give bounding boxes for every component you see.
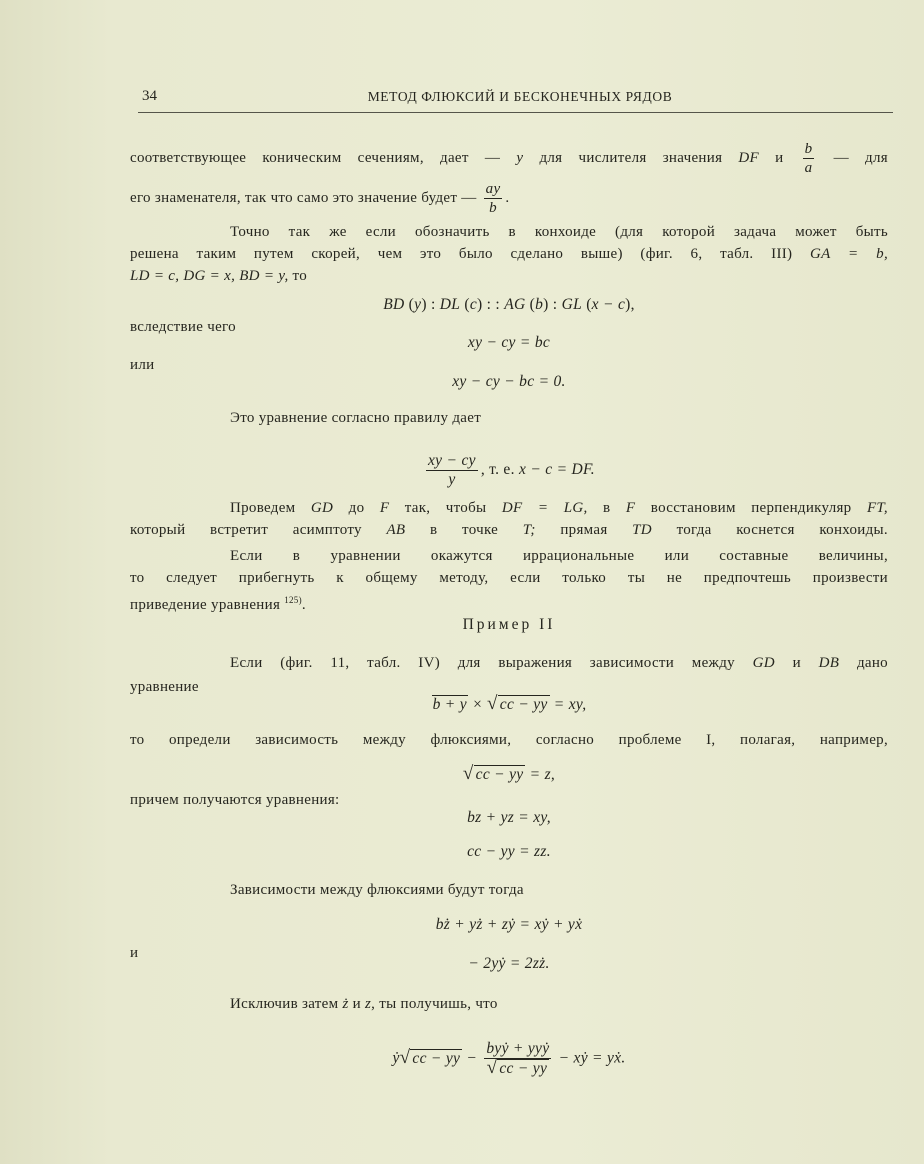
radicand: cc − yy [499, 696, 548, 713]
numerator: ay [485, 181, 501, 197]
math-segment: TD [632, 522, 652, 538]
text-segment: прямая [535, 522, 633, 538]
math-segment: ż [342, 996, 349, 1012]
math-segment: bz + yz = xy, [467, 809, 551, 826]
math-segment: ẏ [392, 1049, 400, 1067]
text-line [130, 221, 888, 243]
math-segment: − [462, 1049, 482, 1067]
equation [130, 953, 888, 975]
text-segment: ) : [421, 296, 440, 313]
radical-sign-icon: √ [486, 1057, 498, 1078]
text-line [130, 140, 888, 177]
text-segment: ( [404, 296, 415, 313]
text-segment: тогда коснется конхоиды. [651, 522, 888, 538]
denominator: b [489, 200, 497, 216]
text-segment: решена таким путем скорей, чем это было сделано выше) (фиг. 6, табл. III) [130, 246, 811, 262]
math-segment: DF = LG, [501, 500, 588, 516]
text-segment: его знаменателя, так что само это значение будет — [130, 189, 481, 206]
equation [130, 693, 888, 716]
text-line [130, 407, 888, 429]
text-segment: причем получаются уравнения: [130, 792, 340, 808]
square-root [400, 1047, 463, 1070]
text-segment: вследствие чего [130, 319, 236, 335]
denominator: a [804, 160, 813, 176]
text-segment: в [587, 500, 626, 516]
text-line [130, 497, 888, 519]
equation [130, 914, 888, 936]
denominator [484, 1059, 551, 1078]
text-segment: уравнение [130, 679, 199, 695]
text-segment: . [505, 189, 510, 206]
math-segment: − xẏ = yẋ. [554, 1049, 626, 1067]
equation [130, 807, 888, 829]
fraction [484, 180, 503, 217]
radical-sign-icon: √ [462, 763, 474, 784]
math-segment: DL [439, 296, 461, 313]
math-segment: DB [818, 655, 840, 671]
text-segment: который встретит асимптоту [130, 522, 387, 538]
radicand: cc − yy [499, 1060, 548, 1077]
page-number: 34 [142, 88, 157, 104]
text-segment: — для [817, 149, 888, 166]
numerator: b [804, 141, 813, 157]
text-line [130, 652, 888, 674]
text-line [130, 180, 888, 217]
text-line [130, 519, 888, 541]
text-segment: и [774, 655, 819, 671]
equation [130, 332, 888, 354]
equation [130, 841, 888, 863]
text-segment: ), [625, 296, 635, 313]
footnote-ref: 125) [284, 595, 302, 605]
equation [130, 294, 888, 316]
math-segment: xy − cy = bc [467, 334, 551, 351]
text-line [130, 589, 888, 616]
text-segment: ( [525, 296, 536, 313]
equation [130, 1040, 888, 1078]
math-segment: × [467, 696, 488, 713]
text-segment: , т. е. [480, 461, 519, 479]
text-line [130, 243, 888, 265]
text-segment: Это уравнение согласно правилу дает [230, 410, 482, 426]
text-segment: , ты получишь, что [371, 996, 498, 1012]
text-segment: Точно так же если обозначить в конхоиде (для которой задача может быть [230, 224, 888, 240]
math-segment: y [414, 296, 422, 313]
math-segment: y [516, 149, 524, 166]
math-segment: cc − yy = zz. [467, 843, 551, 860]
text-segment: ) : : [477, 296, 505, 313]
math-segment: GL [561, 296, 583, 313]
text-segment: или [130, 357, 155, 373]
text-segment: и [348, 996, 366, 1012]
equation [130, 763, 888, 786]
text-segment: . [301, 597, 306, 613]
math-segment: F [379, 500, 390, 516]
text-segment: до [333, 500, 380, 516]
running-title: МЕТОД ФЛЮКСИЙ И БЕСКОНЕЧНЫХ РЯДОВ [367, 89, 673, 104]
text-segment: восстановим перпендикуляр [635, 500, 867, 516]
text-line [130, 879, 888, 901]
math-segment: − 2yẏ = 2zż. [468, 955, 550, 972]
text-segment: и [759, 149, 800, 166]
text-line [130, 993, 888, 1015]
text-segment: и [130, 945, 139, 961]
math-segment: AB [386, 522, 406, 538]
text-line [130, 567, 888, 589]
math-segment: BD [383, 296, 405, 313]
denominator: y [448, 471, 456, 488]
radical-sign-icon: √ [487, 693, 498, 714]
text-segment: Зависимости между флюксиями будут тогда [230, 882, 524, 898]
square-root [487, 693, 550, 716]
math-segment: x − c [591, 296, 626, 313]
text-line [130, 545, 888, 567]
text-segment: ( [582, 296, 592, 313]
math-segment: z [365, 996, 372, 1012]
math-segment: FT, [866, 500, 888, 516]
radicand: cc − yy [475, 766, 524, 783]
square-root [487, 1059, 550, 1078]
numerator: byẏ + yyẏ [486, 1040, 550, 1057]
math-segment: DF [738, 149, 760, 166]
text-segment: то следует прибегнуть к общему методу, если только ты не предпочтешь произвести [130, 570, 888, 586]
numerator: xy − cy [428, 452, 476, 469]
text-segment: Исключив затем [230, 996, 343, 1012]
fraction [803, 140, 815, 177]
radicand: cc − yy [412, 1049, 461, 1067]
math-segment: = z, [525, 766, 556, 783]
math-segment: T; [522, 522, 536, 538]
math-segment: x − c = DF. [518, 461, 595, 479]
math-segment: xy − cy − bc = 0. [452, 373, 566, 390]
text-segment: ) : [543, 296, 562, 313]
text-segment: Проведем [230, 500, 311, 516]
equation [130, 371, 888, 393]
text-segment: то определи зависимость между флюксиями, согласно проблеме I, полагая, например, [130, 732, 888, 748]
text-segment: Пример II [462, 616, 556, 633]
text-segment: Если (фиг. 11, табл. IV) для выражения зависимости между [230, 655, 753, 671]
text-segment: в точке [405, 522, 523, 538]
text-segment: так, чтобы [389, 500, 502, 516]
text-segment: то [288, 268, 308, 284]
fraction [426, 452, 478, 489]
vinculum-expression: b + y [432, 696, 467, 713]
math-segment: LD = c, DG = x, BD = y, [130, 268, 289, 284]
math-segment: F [625, 500, 636, 516]
math-segment: GA = b, [810, 246, 888, 262]
math-segment: c [469, 296, 477, 313]
math-segment: = xy, [549, 696, 587, 713]
equation [130, 452, 888, 489]
fraction [484, 1040, 551, 1078]
text-segment: ( [460, 296, 470, 313]
square-root [463, 763, 526, 786]
text-line [130, 265, 888, 287]
text-segment: приведение уравнения [130, 597, 285, 613]
text-segment: дано [839, 655, 888, 671]
math-segment: GD [752, 655, 775, 671]
math-segment: GD [310, 500, 334, 516]
text-line [130, 729, 888, 751]
header-rule [138, 112, 893, 113]
math-segment: b [535, 296, 544, 313]
radical-sign-icon: √ [399, 1046, 411, 1068]
math-segment: bż + yż + zẏ = xẏ + yẋ [435, 916, 583, 933]
text-segment: для числителя значения [523, 149, 739, 166]
text-segment: соответствующее коническим сечениям, дает — [130, 149, 517, 166]
section-heading [130, 614, 888, 636]
math-segment: AG [504, 296, 526, 313]
text-segment: Если в уравнении окажутся иррациональные или составные величины, [230, 548, 888, 564]
